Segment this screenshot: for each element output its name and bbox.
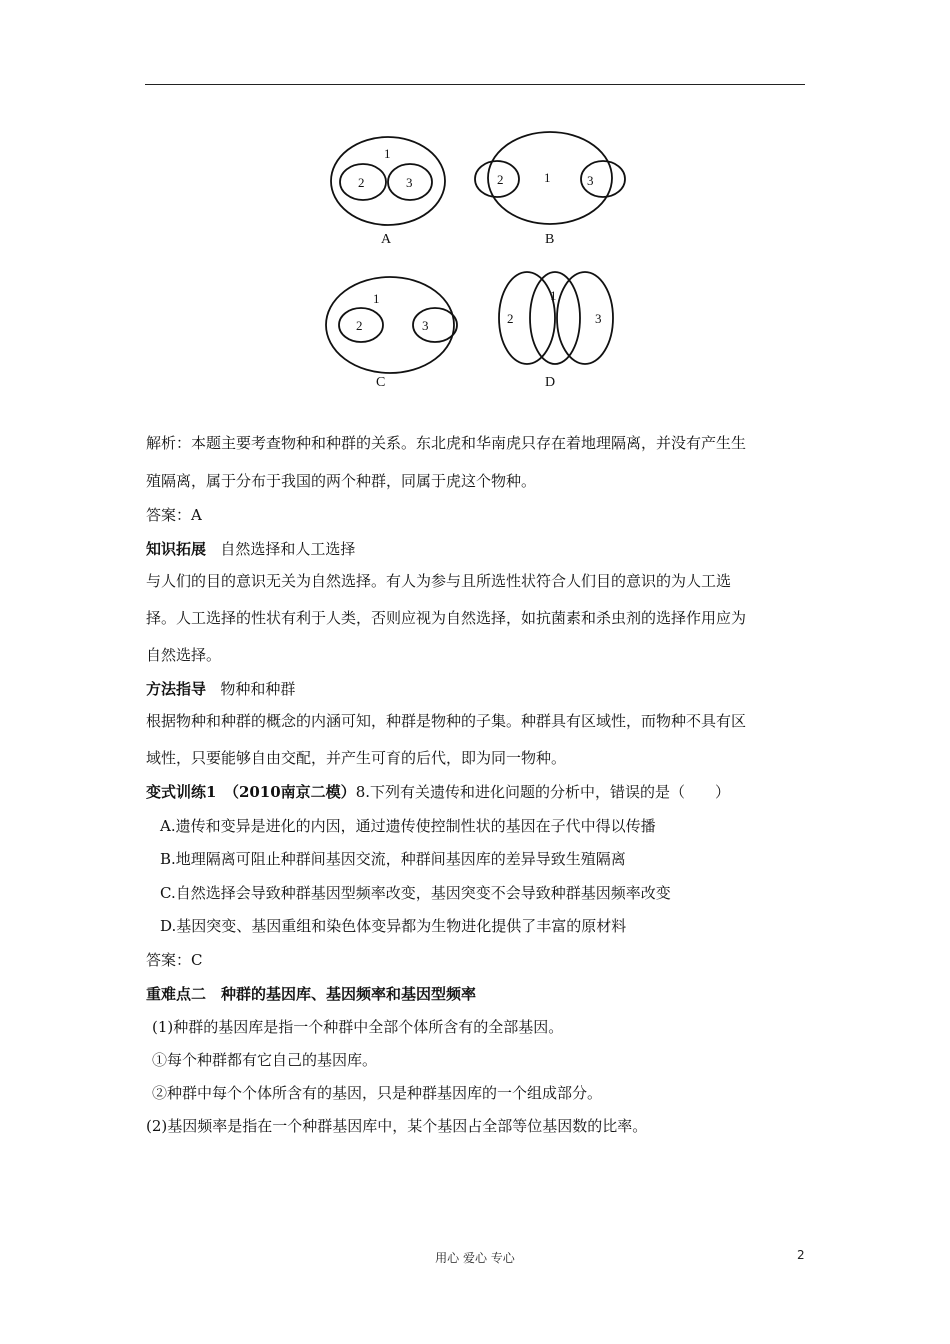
page-number: 2: [797, 1248, 805, 1262]
panel-c-caption: C: [376, 375, 386, 390]
point-1: (1)种群的基因库是指一个种群中全部个体所含有的全部基因。: [152, 1018, 564, 1036]
venn-diagrams: [310, 130, 650, 400]
panel-d-label-1: 1: [550, 288, 557, 303]
panel-d-label-3: 3: [595, 311, 602, 326]
panel-b-label-1: 1: [544, 170, 551, 185]
drill-line: [146, 782, 730, 802]
panel-b-label-3: 3: [587, 173, 594, 188]
panel-d-label-2: 2: [507, 311, 514, 326]
drill-question: 8.下列有关遗传和进化问题的分析中，错误的是（ ）: [355, 783, 731, 801]
panel-a-label-2: 2: [358, 175, 365, 190]
panel-c-label-2: 2: [356, 318, 363, 333]
panel-c-label-3: 3: [422, 318, 429, 333]
panel-b-caption: B: [545, 232, 555, 247]
knowledge-extension-heading: 知识拓展: [146, 540, 207, 558]
analysis-line-1: 解析：本题主要考查物种和种群的关系。东北虎和华南虎只存在着地理隔离，并没有产生生: [146, 434, 747, 452]
point-2: (2)基因频率是指在一个种群基因库中，某个基因占全部等位基因数的比率。: [146, 1117, 648, 1135]
point-1b: ②种群中每个个体所含有的基因，只是种群基因库的一个组成部分。: [152, 1084, 603, 1102]
panel-c-outer-circle: [326, 277, 454, 373]
panel-c-circle-3: [413, 308, 457, 342]
panel-b-label-2: 2: [497, 172, 504, 187]
panel-c-label-1: 1: [373, 291, 380, 306]
panel-a-label-1: 1: [384, 146, 391, 161]
method-heading-line: [146, 679, 295, 699]
header-rule: [145, 84, 805, 85]
footer-slogan: 用心 爱心 专心: [435, 1251, 515, 1265]
option-d: D.基因突变、基因重组和染色体变异都为生物进化提供了丰富的原材料: [160, 917, 627, 935]
venn-diagram-figure: [310, 130, 650, 400]
method-line-1: 根据物种和种群的概念的内涵可知，种群是物种的子集。种群具有区域性，而物种不具有区: [146, 712, 747, 730]
method-heading: 方法指导: [146, 680, 207, 698]
drill-heading: 变式训练1 （2010南京二模）: [146, 783, 356, 801]
option-c: C.自然选择会导致种群基因型频率改变，基因突变不会导致种群基因频率改变: [160, 884, 671, 902]
knowledge-extension-heading-line: [146, 539, 355, 559]
extension-line-2: 择。人工选择的性状有利于人类，否则应视为自然选择，如抗菌素和杀虫剂的选择作用应为: [146, 609, 747, 627]
analysis-line-2: 殖隔离，属于分布于我国的两个种群，同属于虎这个物种。: [146, 472, 537, 490]
extension-line-3: 自然选择。: [146, 646, 222, 664]
point-1a: ①每个种群都有它自己的基因库。: [152, 1051, 378, 1069]
key-point-heading: 重难点二 种群的基因库、基因频率和基因型频率: [146, 985, 477, 1003]
method-line-2: 域性，只要能够自由交配，并产生可育的后代，即为同一物种。: [146, 749, 567, 767]
method-topic: 物种和种群: [220, 680, 296, 698]
panel-a-label-3: 3: [406, 175, 413, 190]
option-b: B.地理隔离可阻止种群间基因交流，种群间基因库的差异导致生殖隔离: [160, 850, 626, 868]
answer-2: 答案：C: [146, 951, 203, 969]
panel-d-caption: D: [545, 375, 556, 390]
panel-a-caption: A: [381, 232, 392, 247]
answer-1: 答案：A: [146, 506, 202, 524]
option-a: A.遗传和变异是进化的内因，通过遗传使控制性状的基因在子代中得以传播: [160, 817, 656, 835]
panel-d-circle-3: [557, 272, 613, 364]
extension-line-1: 与人们的目的意识无关为自然选择。有人为参与且所选性状符合人们目的意识的为人工选: [146, 572, 732, 590]
knowledge-extension-topic: 自然选择和人工选择: [220, 540, 356, 558]
